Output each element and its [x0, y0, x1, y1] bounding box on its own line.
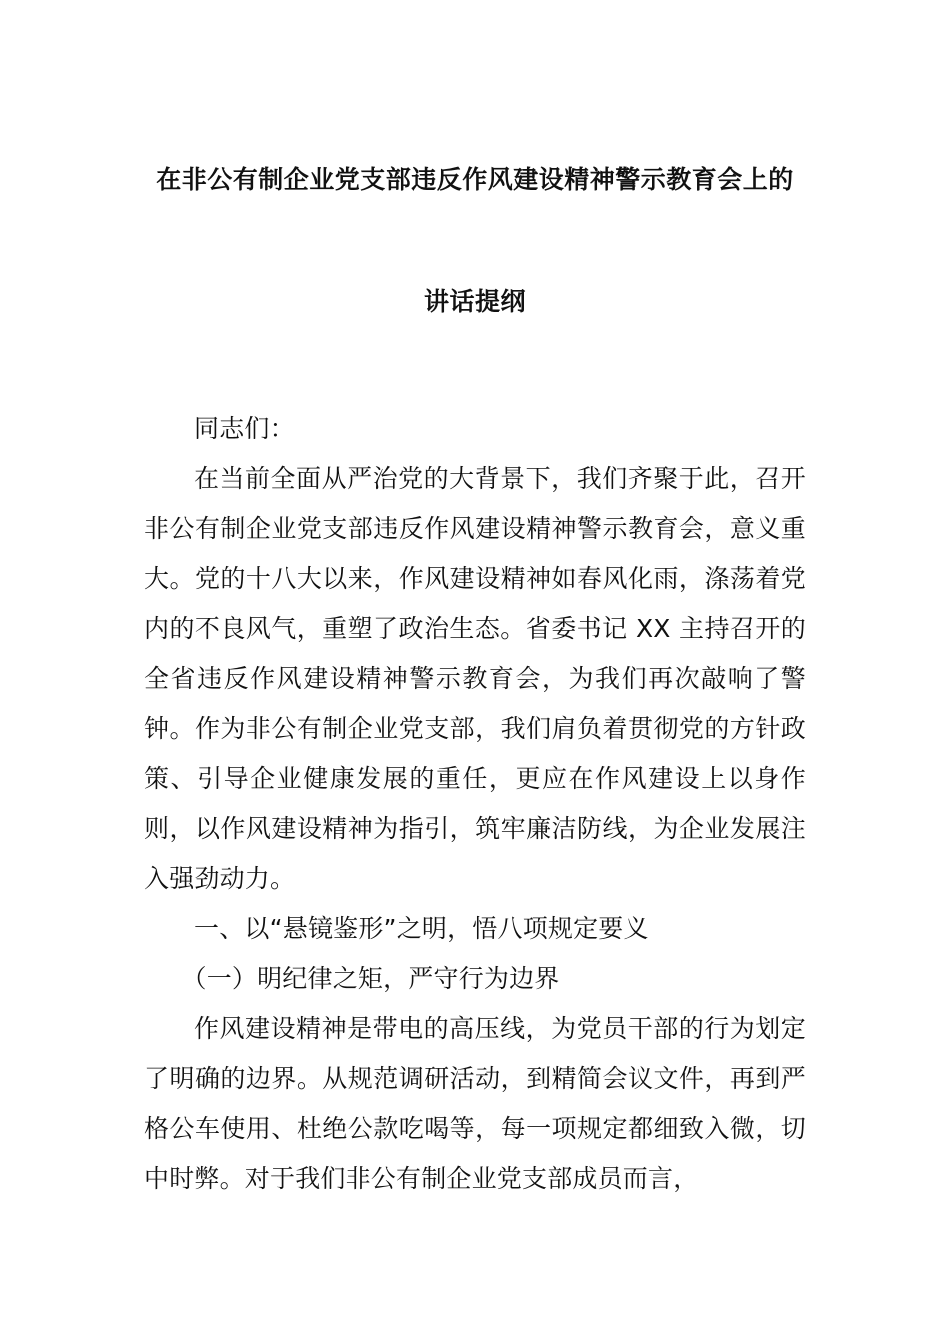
document-body	[144, 404, 806, 1204]
document-title-line-2: 讲话提纲	[423, 287, 526, 316]
salutation: 同志们：	[194, 414, 295, 443]
subsection-heading-1: （一）明纪律之矩，严守行为边界	[181, 964, 560, 993]
document-title-line-1: 在非公有制企业党支部违反作风建设精神警示教育会上的	[156, 165, 794, 194]
section-heading-1: 一、以“悬镜鉴形”之明，悟八项规定要义	[194, 914, 649, 943]
paragraph-intro: 在当前全面从严治党的大背景下，我们齐聚于此，召开非公有制企业党支部违反作风建设精神警示教育会，意义重大。党的十八大以来，作风建设精神如春风化雨，涤荡着党内的不良风气，重塑了政治生态。省委书记 XX 主持召开的全省违反作风建设精神警示教育会，为我们再次敲响了警钟。作为非公有制企业党支部，我们肩负着贯彻党的方针政策、引导企业健康发展的重任，更应在作风建设上以身作则，以作风建设精神为指引，筑牢廉洁防线，为企业发展注入强劲动力。	[144, 464, 806, 893]
paragraph-discipline: 作风建设精神是带电的高压线，为党员干部的行为划定了明确的边界。从规范调研活动，到精简会议文件，再到严格公车使用、杜绝公款吃喝等，每一项规定都细致入微，切中时弊。对于我们非公有制企业党支部成员而言，	[144, 1014, 806, 1193]
